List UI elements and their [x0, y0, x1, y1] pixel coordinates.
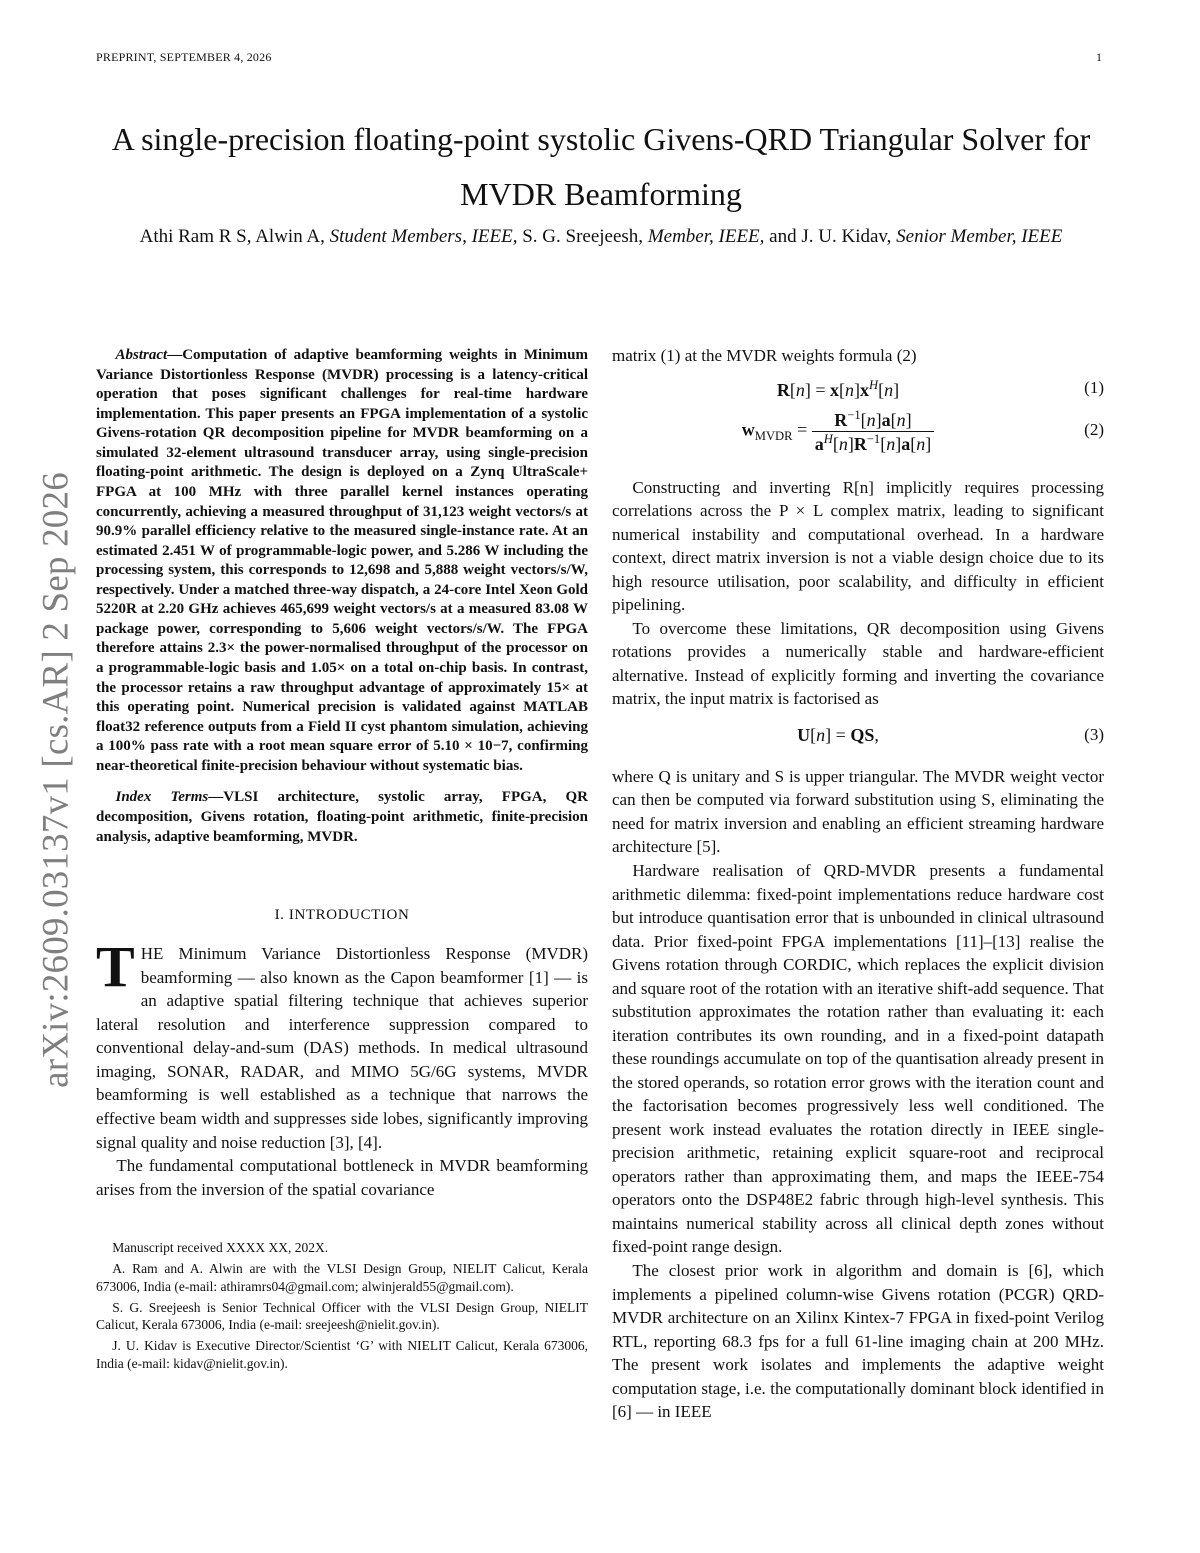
paragraph-overcome: To overcome these limitations, QR decomposition using Givens rotations provides a numerically stable and hardware-efficient alternative. Instead of explicitly forming and inverting the covariance matrix, the input matrix is factorised as	[612, 618, 1104, 709]
equation-1	[612, 378, 1104, 408]
right-column	[612, 344, 1104, 1424]
abstract-label: Abstract	[115, 347, 168, 363]
paragraph-closest-prior-work: The closest prior work in algorithm and domain is [6], which implements a pipelined column-wise Givens rotation (PCGR) QRD-MVDR architecture on an Xilinx Kintex-7 FPGA in fixed-point Verilog RTL, reporting 68.3 fps for a full 61-line imaging chain at 200 MHz. The present work isolates and implements the adaptive weight computation stage, i.e. the computationally dominant block identified in [6] — in IEEE	[612, 1261, 1104, 1422]
footnote-affiliation-2: S. G. Sreejeesh is Senior Technical Officer with the VLSI Design Group, NIELIT Calicut, Kerala 673006, India (e-mail: sreejeesh@nielit.gov.in).	[96, 1299, 588, 1333]
author-affil-2: Member, IEEE,	[647, 226, 765, 247]
arxiv-identifier: arXiv:2609.03137v1 [cs.AR] 2 Sep 2026	[35, 472, 77, 1088]
left-column	[96, 346, 588, 1376]
footnote-affiliation-3: J. U. Kidav is Executive Director/Scientist ‘G’ with NIELIT Calicut, Kerala 673006, India (e-mail: kidav@nielit.gov.in).	[96, 1338, 588, 1371]
intro-paragraph-2: The fundamental computational bottleneck in MVDR beamforming arises from the inversion of the spatial covariance	[96, 1156, 588, 1199]
paragraph-hardware-realisation: Hardware realisation of QRD-MVDR presents a fundamental arithmetic dilemma: fixed-point implementations reduce hardware cost but introduce quantisation error that is unbounded in clinical ultrasound data. Prior fixed-point FPGA implementations [11]–[13] realise the Givens rotation through CORDIC, which replaces the explicit division and square root of the rotation with an iterative shift-add sequence. That substitution approximates the rotation rather than evaluating it: each iteration contributes its own rounding, and in a fixed-point datapath these roundings accumulate on top of the quantisation already present in the stored operands, so rotation error grows with the iteration count and the factorisation becomes progressively less well conditioned. The present work instead evaluates the rotation directly in IEEE single-precision arithmetic, retaining explicit square-root and reciprocal operators rather than approximating them, and maps the IEEE-754 operators onto the DSP48E2 fabric through high-level synthesis. This maintains numerical stability across all clinical depth zones without fixed-point range design.	[612, 860, 1104, 1257]
equation-1-number: (1)	[1084, 377, 1104, 397]
arxiv-sidebar	[16, 440, 96, 1120]
author-names-2: S. G. Sreejeesh,	[517, 226, 648, 247]
equation-3	[612, 725, 1104, 755]
index-terms-text: —VLSI architecture, systolic array, FPGA, QR decomposition, Givens rotation, floating-point arithmetic, finite-precision analysis, adaptive beamforming, MVDR.	[96, 789, 588, 845]
drop-cap: T	[96, 934, 135, 1000]
author-names-1: Athi Ram R S, Alwin A,	[139, 226, 330, 247]
author-list	[96, 224, 1106, 251]
index-terms-label: Index Terms	[115, 789, 209, 806]
running-head: PREPRINT, SEPTEMBER 4, 2026	[96, 50, 272, 64]
equation-1-expression: $R[n] = x[n]x^H[n]$	[776, 377, 900, 400]
equation-3-expression: U[n] = QS,	[797, 724, 879, 745]
footnote-affiliation-1: A. Ram and A. Alwin are with the VLSI Design Group, NIELIT Calicut, Kerala 673006, India (e-mail: athiramrs04@gmail.com; alwinjerald55@gmail.com).	[96, 1261, 588, 1294]
section-heading-introduction: I. INTRODUCTION	[274, 907, 410, 924]
footnotes	[96, 1239, 588, 1372]
paper-title: A single-precision floating-point systolic Givens-QRD Triangular Solver for MVDR Beamforming	[111, 121, 1091, 213]
author-affil-1: Student Members, IEEE,	[329, 226, 518, 247]
abstract	[96, 346, 588, 776]
index-terms	[96, 788, 588, 847]
equation-2-number: (2)	[1084, 419, 1104, 439]
intro-paragraph-1	[96, 934, 588, 1154]
equation-2	[612, 408, 1104, 458]
equation-3-number: (3)	[1084, 724, 1104, 744]
paragraph-where: where Q is unitary and S is upper triangular. The MVDR weight vector can then be computed via forward substitution using S, eliminating the need for matrix inversion and enabling an efficient streaming hardware architecture [5].	[612, 766, 1104, 857]
page-number: 1	[1096, 50, 1102, 64]
paragraph-continuation: matrix (1) at the MVDR weights formula (2)	[612, 346, 917, 365]
footnote-received: Manuscript received XXXX XX, 202X.	[112, 1240, 329, 1256]
equation-2-expression: $w_{MVDR}$ = $\frac{R^{-1}[n]a[n]}{a^H[n]R^{-1}[n]a[n]}$	[612, 408, 1064, 455]
intro-paragraph-1-text: HE Minimum Variance Distortionless Response (MVDR) beamforming — also known as the Capon beamformer [1] — is an adaptive spatial filtering technique that achieves superior lateral resolution and interference suppression compared to conventional delay-and-sum (DAS) methods. In medical ultrasound imaging, SONAR, RADAR, and MIMO 5G/6G systems, MVDR beamforming is well established as a technique that narrows the effective beam width and suppresses side lobes, significantly improving signal quality and noise reduction [3], [4].	[96, 944, 588, 1152]
author-names-3: and J. U. Kidav,	[764, 226, 897, 247]
paragraph-constructing: Constructing and inverting R[n] implicitly requires processing correlations across the P × L complex matrix, leading to significant numerical instability and computational overhead. In a hardware context, direct matrix inversion is not a viable design choice due to its high resource utilisation, poor scalability, and difficulty in efficient pipelining.	[612, 477, 1104, 615]
abstract-text: —Computation of adaptive beamforming weights in Minimum Variance Distortionless Response (MVDR) processing is a latency-critical operation that poses significant challenges for real-time hardware implementation. This paper presents an FPGA implementation of a systolic Givens-rotation QR decomposition pipeline for MVDR beamforming on a simulated 32-element ultrasound transducer array, using single-precision floating-point arithmetic. The design is deployed on a Zynq UltraScale+ FPGA at 100 MHz with three parallel kernel instances operating concurrently, achieving a measured throughput of 31,123 weight vectors/s at 90.9% parallel efficiency relative to the measured single-instance rate. At an estimated 2.451 W of programmable-logic power, and 5.286 W including the processing system, this corresponds to 12,698 and 5,888 weight vectors/s/W, respectively. Under a matched three-way dispatch, a 24-core Intel Xeon Gold 5220R at 2.20 GHz achieves 465,699 weight vectors/s at a measured 83.08 W package power, corresponding to 5,606 weight vectors/s/W. The FPGA therefore attains 2.3× the power-normalised throughput of the processor on a programmable-logic basis and 1.05× on a total on-chip basis. In contrast, the processor retains a raw throughput advantage of approximately 15× at this operating point. Numerical precision is validated against MATLAB float32 reference outputs from a Field II cyst phantom simulation, achieving a 100% pass rate with a root mean square error of 5.10 × 10−7, confirming near-theoretical finite-precision behaviour without systematic bias.	[96, 347, 588, 774]
author-affil-3: Senior Member, IEEE	[896, 226, 1063, 247]
